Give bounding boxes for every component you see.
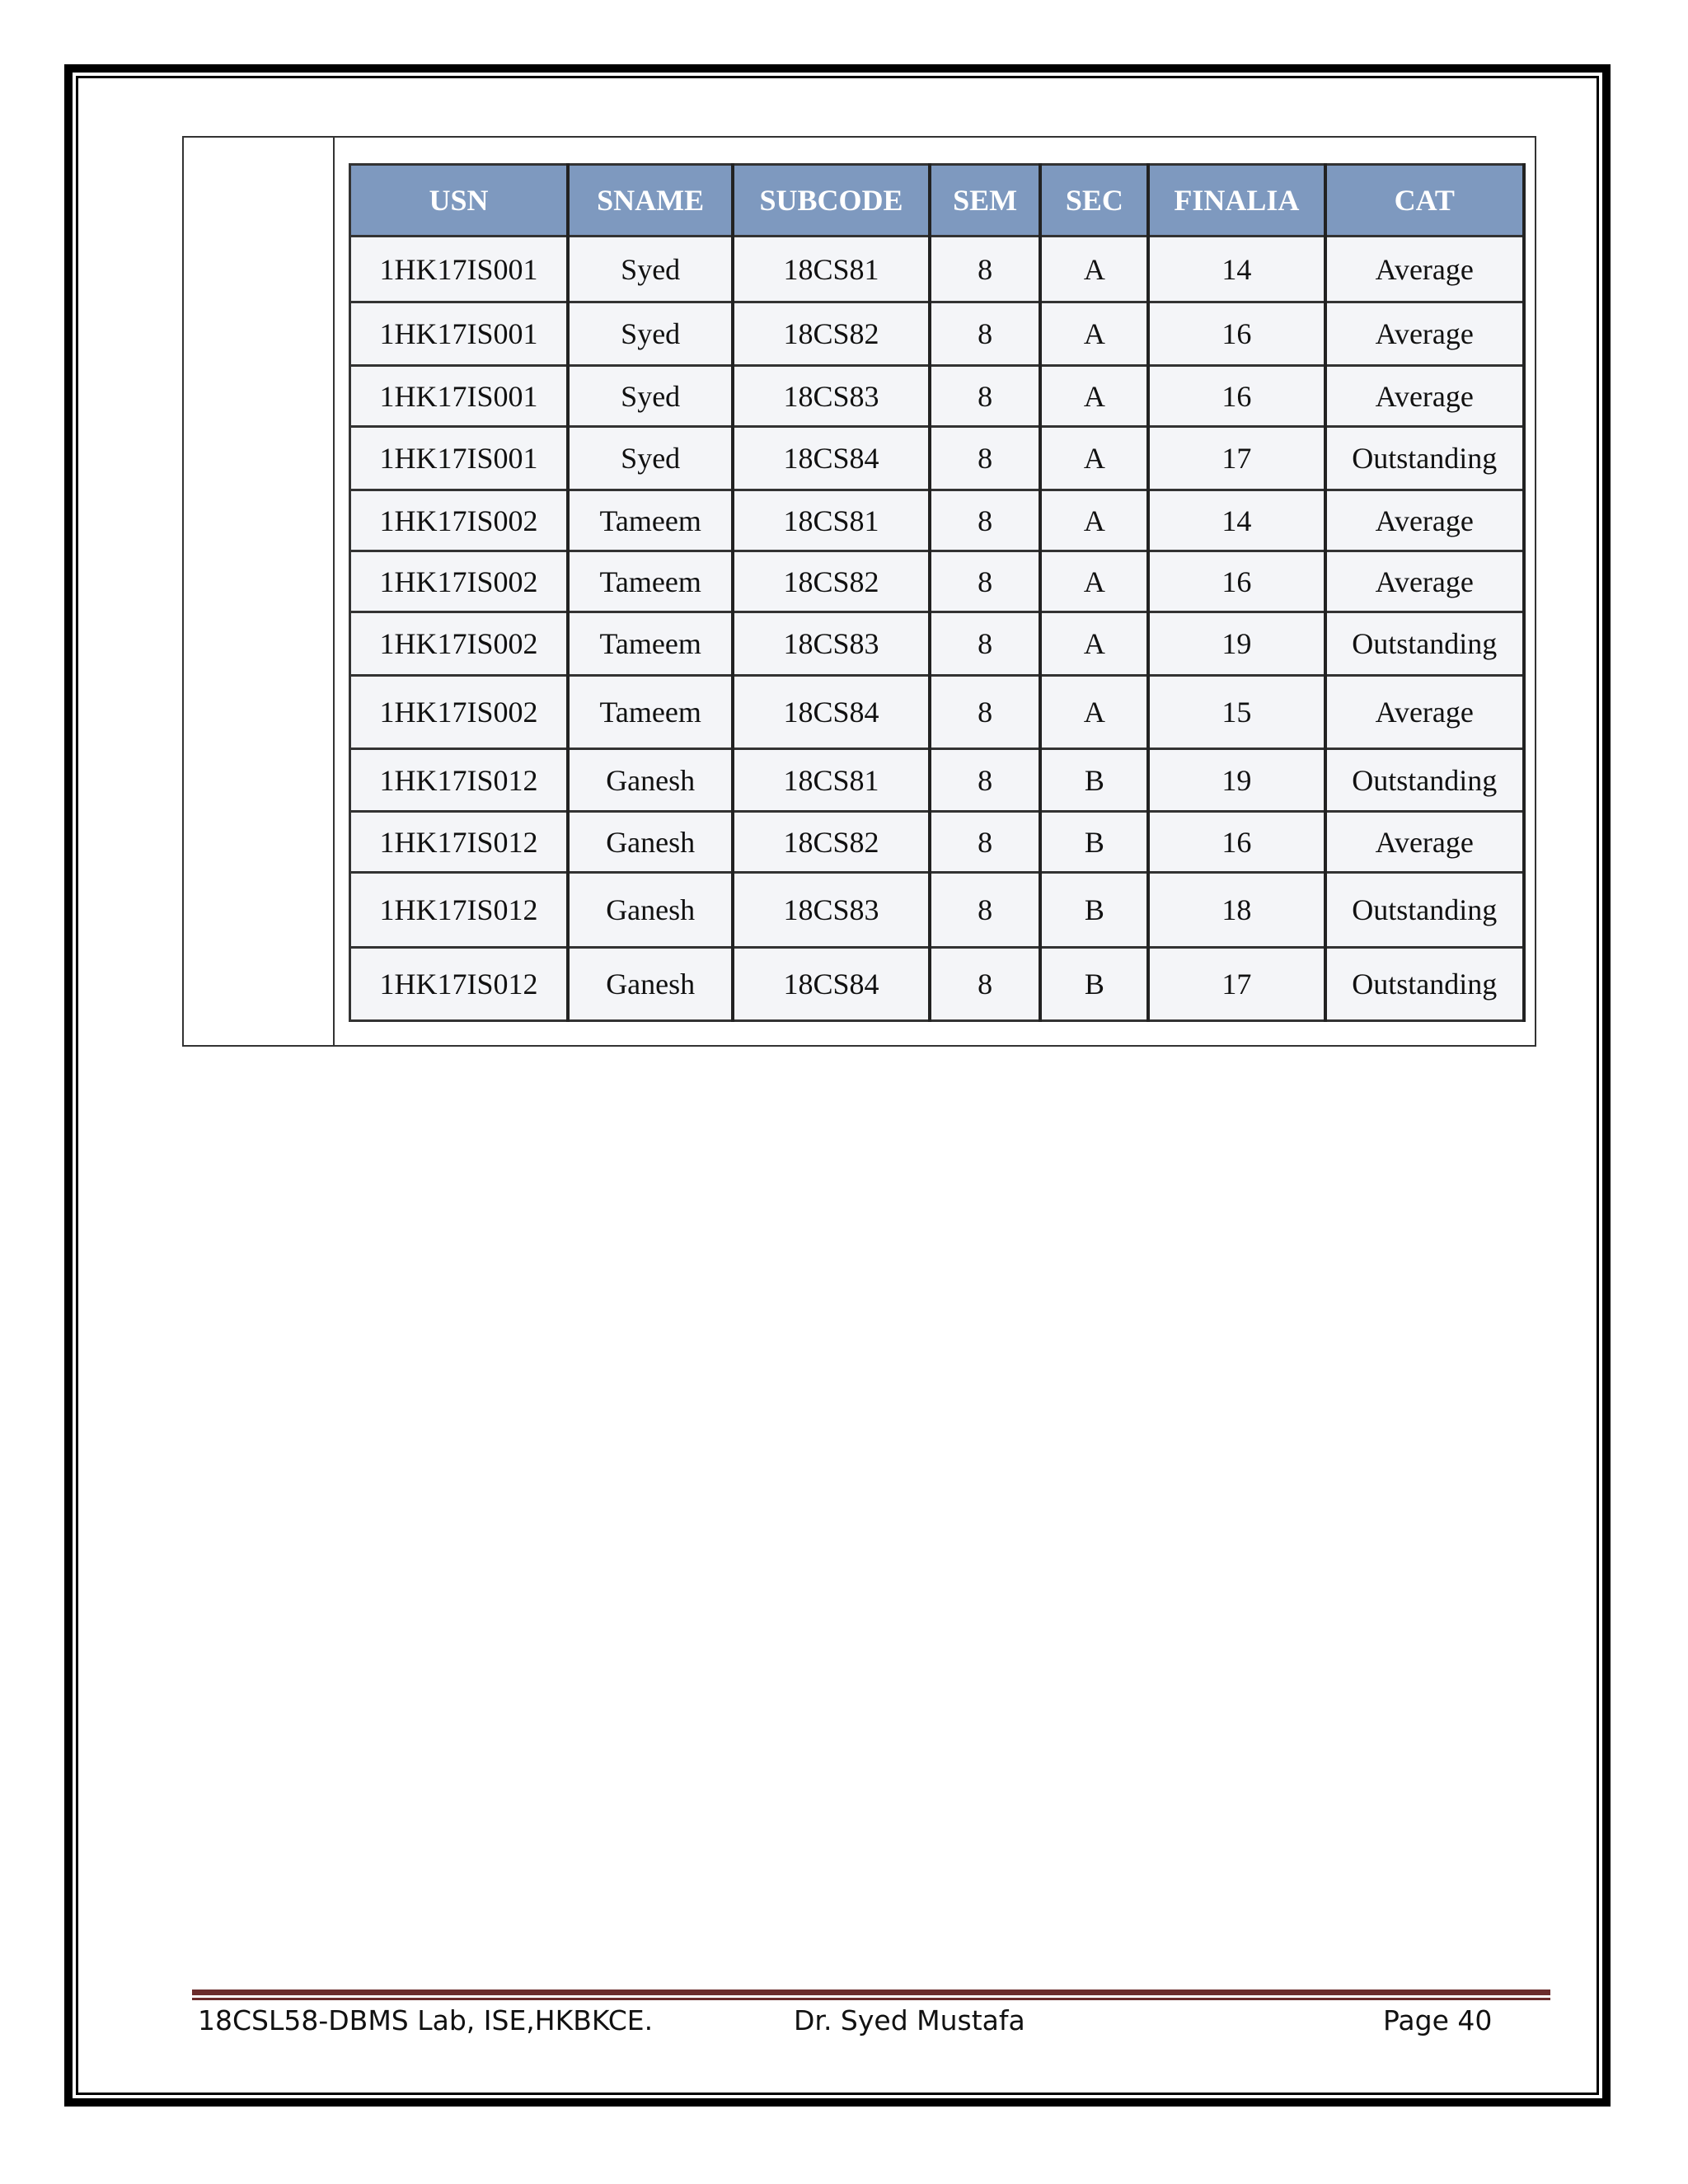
cell-finalia: 16 bbox=[1148, 812, 1325, 873]
cell-cat: Outstanding bbox=[1325, 873, 1524, 948]
cell-subcode: 18CS84 bbox=[733, 427, 929, 490]
cell-sname: Syed bbox=[568, 237, 733, 302]
cell-finalia: 16 bbox=[1148, 366, 1325, 427]
footer-author: Dr. Syed Mustafa bbox=[794, 2004, 1025, 2036]
table-row bbox=[350, 749, 1525, 812]
header-finalia: FINALIA bbox=[1148, 165, 1325, 237]
header-sem: SEM bbox=[930, 165, 1041, 237]
cell-sname: Tameem bbox=[568, 676, 733, 749]
header-sec: SEC bbox=[1040, 165, 1148, 237]
cell-subcode: 18CS81 bbox=[733, 749, 929, 812]
layout-table-divider bbox=[333, 136, 335, 1047]
cell-cat: Outstanding bbox=[1325, 749, 1524, 812]
table-row bbox=[350, 948, 1525, 1021]
cell-subcode: 18CS84 bbox=[733, 948, 929, 1021]
cell-cat: Average bbox=[1325, 812, 1524, 873]
table-row bbox=[350, 427, 1525, 490]
cell-usn: 1HK17IS002 bbox=[350, 551, 569, 612]
cell-usn: 1HK17IS002 bbox=[350, 676, 569, 749]
cell-sec: A bbox=[1040, 366, 1148, 427]
cell-finalia: 17 bbox=[1148, 427, 1325, 490]
cell-sem: 8 bbox=[930, 948, 1041, 1021]
cell-sem: 8 bbox=[930, 873, 1041, 948]
result-table bbox=[349, 163, 1526, 1022]
cell-cat: Average bbox=[1325, 302, 1524, 366]
cell-sec: A bbox=[1040, 551, 1148, 612]
cell-finalia: 17 bbox=[1148, 948, 1325, 1021]
cell-usn: 1HK17IS012 bbox=[350, 873, 569, 948]
cell-finalia: 16 bbox=[1148, 302, 1325, 366]
cell-usn: 1HK17IS001 bbox=[350, 302, 569, 366]
cell-subcode: 18CS83 bbox=[733, 873, 929, 948]
cell-cat: Outstanding bbox=[1325, 948, 1524, 1021]
cell-sname: Syed bbox=[568, 366, 733, 427]
cell-usn: 1HK17IS001 bbox=[350, 366, 569, 427]
table-row bbox=[350, 676, 1525, 749]
table-row bbox=[350, 302, 1525, 366]
cell-sec: A bbox=[1040, 612, 1148, 676]
header-subcode: SUBCODE bbox=[733, 165, 929, 237]
cell-subcode: 18CS82 bbox=[733, 812, 929, 873]
cell-finalia: 19 bbox=[1148, 612, 1325, 676]
cell-sem: 8 bbox=[930, 302, 1041, 366]
cell-sname: Ganesh bbox=[568, 948, 733, 1021]
cell-cat: Average bbox=[1325, 366, 1524, 427]
cell-finalia: 14 bbox=[1148, 237, 1325, 302]
cell-sec: A bbox=[1040, 490, 1148, 551]
cell-sec: A bbox=[1040, 237, 1148, 302]
table-body bbox=[350, 237, 1525, 1021]
cell-cat: Average bbox=[1325, 551, 1524, 612]
cell-subcode: 18CS84 bbox=[733, 676, 929, 749]
cell-usn: 1HK17IS001 bbox=[350, 427, 569, 490]
cell-sec: A bbox=[1040, 302, 1148, 366]
cell-sem: 8 bbox=[930, 237, 1041, 302]
cell-sec: B bbox=[1040, 873, 1148, 948]
header-sname: SNAME bbox=[568, 165, 733, 237]
cell-sec: B bbox=[1040, 948, 1148, 1021]
cell-sname: Syed bbox=[568, 302, 733, 366]
cell-cat: Average bbox=[1325, 237, 1524, 302]
cell-usn: 1HK17IS012 bbox=[350, 749, 569, 812]
cell-finalia: 16 bbox=[1148, 551, 1325, 612]
table-row bbox=[350, 551, 1525, 612]
cell-finalia: 15 bbox=[1148, 676, 1325, 749]
cell-usn: 1HK17IS012 bbox=[350, 948, 569, 1021]
cell-subcode: 18CS81 bbox=[733, 490, 929, 551]
cell-sem: 8 bbox=[930, 551, 1041, 612]
cell-sec: B bbox=[1040, 749, 1148, 812]
cell-sec: A bbox=[1040, 427, 1148, 490]
cell-sname: Ganesh bbox=[568, 812, 733, 873]
header-cat: CAT bbox=[1325, 165, 1524, 237]
cell-sname: Ganesh bbox=[568, 873, 733, 948]
cell-sec: B bbox=[1040, 812, 1148, 873]
table-row bbox=[350, 612, 1525, 676]
cell-sem: 8 bbox=[930, 749, 1041, 812]
cell-sem: 8 bbox=[930, 366, 1041, 427]
cell-sem: 8 bbox=[930, 490, 1041, 551]
footer-rule-thick bbox=[192, 1990, 1550, 1995]
cell-usn: 1HK17IS001 bbox=[350, 237, 569, 302]
cell-sname: Ganesh bbox=[568, 749, 733, 812]
cell-subcode: 18CS83 bbox=[733, 366, 929, 427]
cell-cat: Average bbox=[1325, 676, 1524, 749]
cell-sname: Syed bbox=[568, 427, 733, 490]
cell-sem: 8 bbox=[930, 812, 1041, 873]
table-row bbox=[350, 812, 1525, 873]
cell-sname: Tameem bbox=[568, 551, 733, 612]
cell-cat: Average bbox=[1325, 490, 1524, 551]
cell-cat: Outstanding bbox=[1325, 427, 1524, 490]
footer-course: 18CSL58-DBMS Lab, ISE,HKBKCE. bbox=[198, 2004, 654, 2036]
table-header-row bbox=[350, 165, 1525, 237]
cell-sec: A bbox=[1040, 676, 1148, 749]
cell-sname: Tameem bbox=[568, 612, 733, 676]
table-row bbox=[350, 237, 1525, 302]
cell-finalia: 14 bbox=[1148, 490, 1325, 551]
cell-cat: Outstanding bbox=[1325, 612, 1524, 676]
footer-rule-thin bbox=[192, 1998, 1550, 2000]
cell-finalia: 19 bbox=[1148, 749, 1325, 812]
cell-sname: Tameem bbox=[568, 490, 733, 551]
cell-usn: 1HK17IS002 bbox=[350, 612, 569, 676]
cell-sem: 8 bbox=[930, 427, 1041, 490]
cell-usn: 1HK17IS012 bbox=[350, 812, 569, 873]
cell-finalia: 18 bbox=[1148, 873, 1325, 948]
table-row bbox=[350, 366, 1525, 427]
cell-subcode: 18CS81 bbox=[733, 237, 929, 302]
cell-usn: 1HK17IS002 bbox=[350, 490, 569, 551]
table-row bbox=[350, 873, 1525, 948]
cell-subcode: 18CS83 bbox=[733, 612, 929, 676]
cell-sem: 8 bbox=[930, 676, 1041, 749]
footer-page-number: Page 40 bbox=[1383, 2004, 1493, 2036]
cell-subcode: 18CS82 bbox=[733, 302, 929, 366]
cell-subcode: 18CS82 bbox=[733, 551, 929, 612]
header-usn: USN bbox=[350, 165, 569, 237]
cell-sem: 8 bbox=[930, 612, 1041, 676]
table-row bbox=[350, 490, 1525, 551]
